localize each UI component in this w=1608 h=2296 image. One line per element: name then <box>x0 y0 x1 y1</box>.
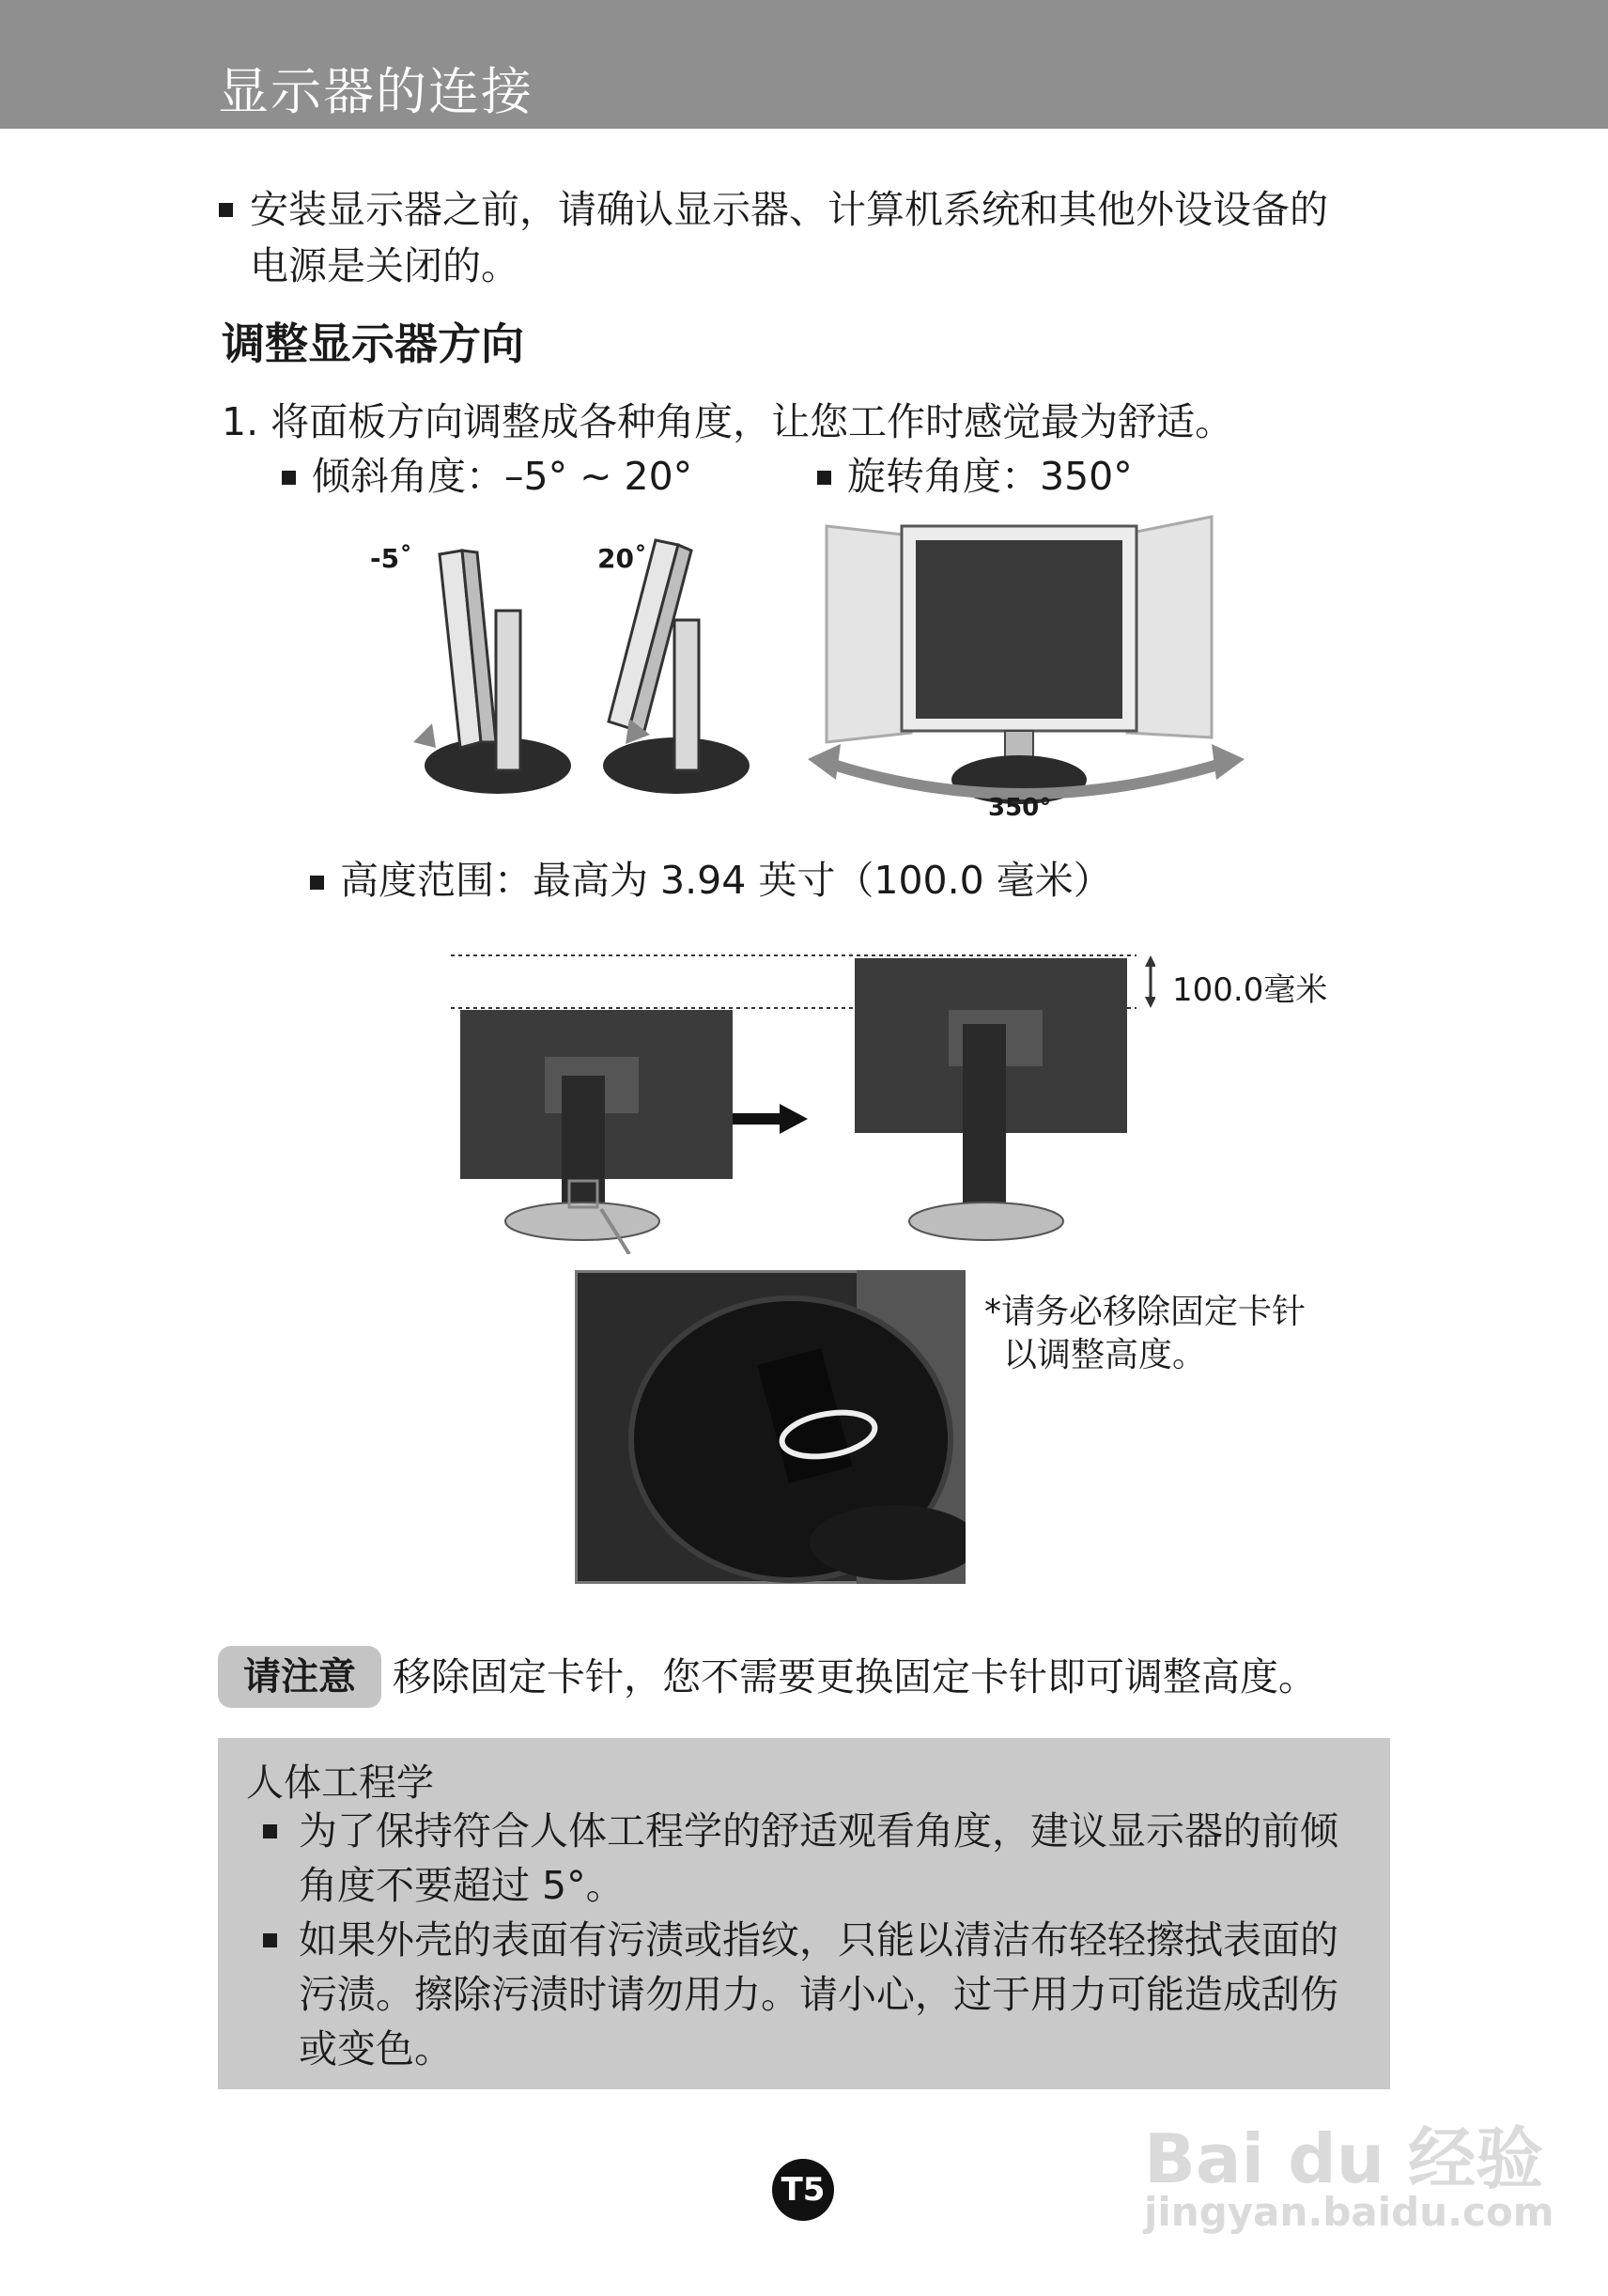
tilt-minus-monitor-icon <box>413 551 571 794</box>
swivel-arc-label: 350° <box>988 794 1052 822</box>
intro-line-1: 安装显示器之前，请确认显示器、计算机系统和其他外设设备的 <box>250 187 1328 232</box>
ergonomics-item-2-line-1: 如果外壳的表面有污渍或指纹，只能以清洁布轻轻擦拭表面的 <box>299 1917 1338 1962</box>
bullet-icon <box>263 1933 277 1947</box>
ergonomics-item-2-line-3: 或变色。 <box>299 2026 453 2071</box>
ergonomics-item-2-line-2: 污渍。擦除污渍时请勿用力。请小心，过于用力可能造成刮伤 <box>299 1972 1338 2017</box>
height-label: 高度范围：最高为 3.94 英寸（100.0 毫米） <box>340 858 1112 903</box>
notice-text: 移除固定卡针，您不需要更换固定卡针即可调整高度。 <box>393 1654 1317 1699</box>
bullet-icon <box>219 203 233 217</box>
tilt-label: 倾斜角度：–5° ~ 20° <box>312 454 693 499</box>
page-number: T5 <box>772 2159 834 2221</box>
bullet-icon <box>310 876 324 890</box>
page-title: 显示器的连接 <box>218 62 533 121</box>
step-1-text: 1. 将面板方向调整成各种角度，让您工作时感觉最为舒适。 <box>222 399 1234 444</box>
swivel-label: 旋转角度：350° <box>847 454 1133 499</box>
bullet-icon <box>817 471 831 485</box>
height-dimension-label: 100.0毫米 <box>1172 971 1328 1009</box>
bullet-icon <box>263 1824 277 1838</box>
tilt-plus-label: 20˚ <box>597 543 647 574</box>
ergonomics-title: 人体工程学 <box>246 1761 434 1805</box>
bullet-icon <box>282 471 296 485</box>
tilt-plus-monitor-icon <box>603 540 750 794</box>
height-illustration <box>441 944 1155 1254</box>
tilt-minus-label: -5˚ <box>370 543 413 574</box>
section-title: 调整显示器方向 <box>222 318 524 369</box>
watermark-logo: Bai du 经验 <box>1144 2119 1544 2198</box>
ergonomics-item-1-line-2: 角度不要超过 5°。 <box>299 1863 625 1908</box>
swivel-illustration <box>798 507 1249 827</box>
notice-tag: 请注意 <box>218 1646 381 1708</box>
ergonomics-item-1-line-1: 为了保持符合人体工程学的舒适观看角度，建议显示器的前倾 <box>299 1808 1338 1854</box>
fixing-pin-photo <box>575 1270 966 1584</box>
tilt-illustration <box>357 526 770 808</box>
pin-note-line-1: *请务必移除固定卡针 <box>984 1293 1306 1331</box>
pin-note-line-2: 以调整高度。 <box>1003 1336 1207 1374</box>
intro-line-2: 电源是关闭的。 <box>250 243 519 288</box>
watermark-url: jingyan.baidu.com <box>1144 2189 1554 2235</box>
